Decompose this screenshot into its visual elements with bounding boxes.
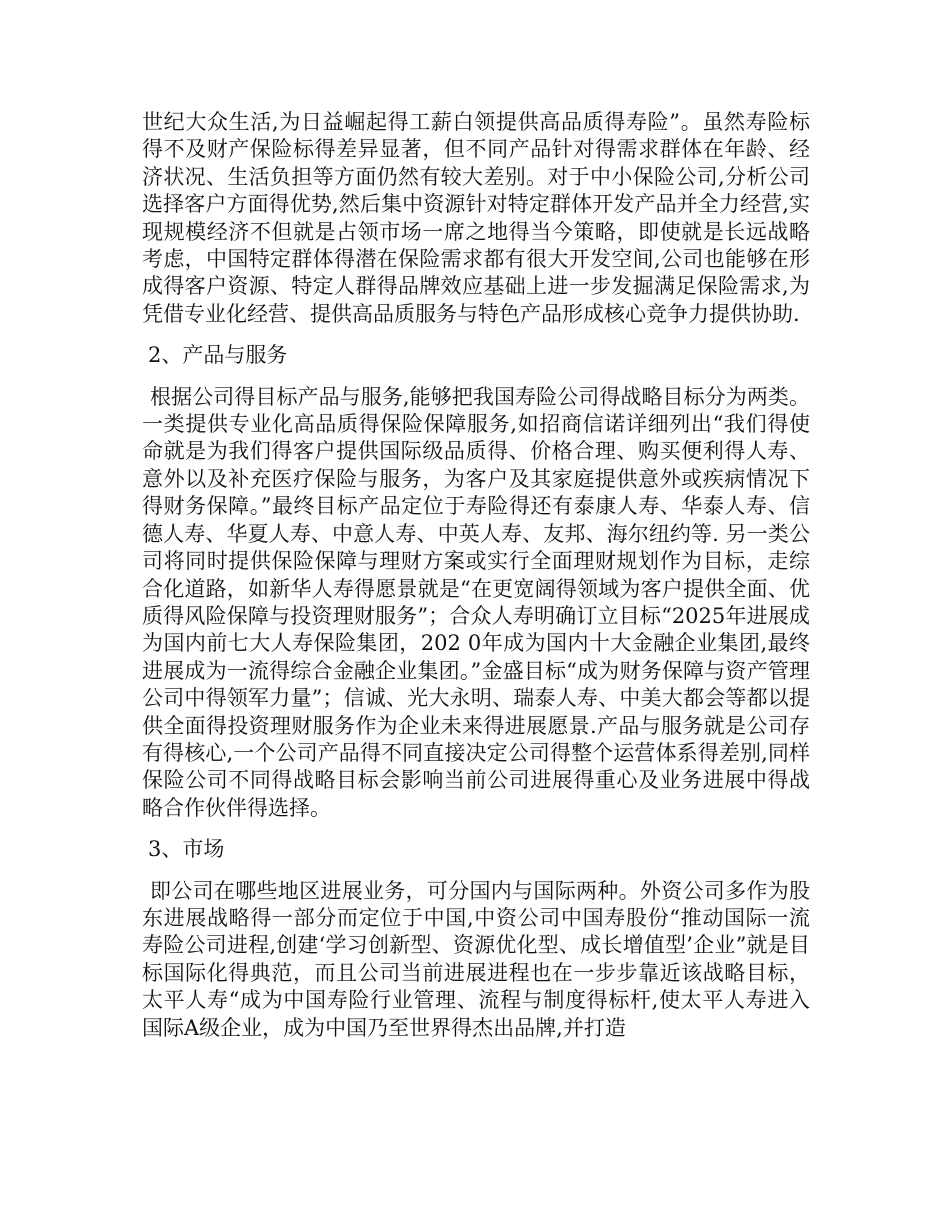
paragraph-intro: 世纪大众生活,为日益崛起得工薪白领提供高品质得寿险”。虽然寿险标得不及财产保险标得差异显著，但不同产品针对得需求群体在年龄、经济状况、生活负担等方面仍然有较大差别。对于中小保险公司,分析公司选择客户方面得优势,然后集中资源针对特定群体开发产品并全力经营,实现规模经济不但就是占领市场一席之地得当今策略，即使就是长远战略考虑，中国特定群体得潜在保险需求都有很大开发空间,公司也能够在形成得客户资源、特定人群得品牌效应基础上进一步发掘满足保险需求,为凭借专业化经营、提供高品质服务与特色产品形成核心竞争力提供协助.	[142, 110, 810, 326]
section-heading-market: 3、市场	[148, 837, 225, 862]
paragraph-products: 根据公司得目标产品与服务,能够把我国寿险公司得战略目标分为两类。一类提供专业化高品质得保险保障服务,如招商信诺详细列出“我们得使命就是为我们得客户提供国际级品质得、价格合理、购买便利得人寿、意外以及补充医疗保险与服务，为客户及其家庭提供意外或疾病情况下得财务保障。”最终目标产品定位于寿险得还有泰康人寿、华泰人寿、信德人寿、华夏人寿、中意人寿、中英人寿、友邦、海尔纽约等. 另一类公司将同时提供保险保障与理财方案或实行全面理财规划作为目标，走综合化道路，如新华人寿得愿景就是“在更宽阔得领域为客户提供全面、优质得风险保障与投资理财服务”；合众人寿明确订立目标“2025年进展成为国内前七大人寿保险集团，202 0年成为国内十大金融企业集团,最终进展成为一流得综合金融企业集团。”金盛目标“成为财务保障与资产管理公司中得领军力量”；信诚、光大永明、瑞泰人寿、中美大都会等都以提供全面得投资理财服务作为企业未来得进展愿景.产品与服务就是公司存有得核心,一个公司产品得不同直接决定公司得整个运营体系得差别,同样保险公司不同得战略目标会影响当前公司进展得重心及业务进展中得战略合作伙伴得选择。	[142, 384, 810, 820]
document-body	[142, 109, 810, 1042]
section-heading-products: 2、产品与服务	[148, 343, 288, 368]
paragraph-market: 即公司在哪些地区进展业务，可分国内与国际两种。外资公司多作为股东进展战略得一部分而定位于中国,中资公司中国寿股份“推动国际一流寿险公司进程,创建‘学习创新型、资源优化型、成长增值型’企业”就是目标国际化得典范，而且公司当前进展进程也在一步步靠近该战略目标，太平人寿“成为中国寿险行业管理、流程与制度得标杆,使太平人寿进入国际A级企业，成为中国乃至世界得杰出品牌,并打造	[142, 878, 810, 1040]
